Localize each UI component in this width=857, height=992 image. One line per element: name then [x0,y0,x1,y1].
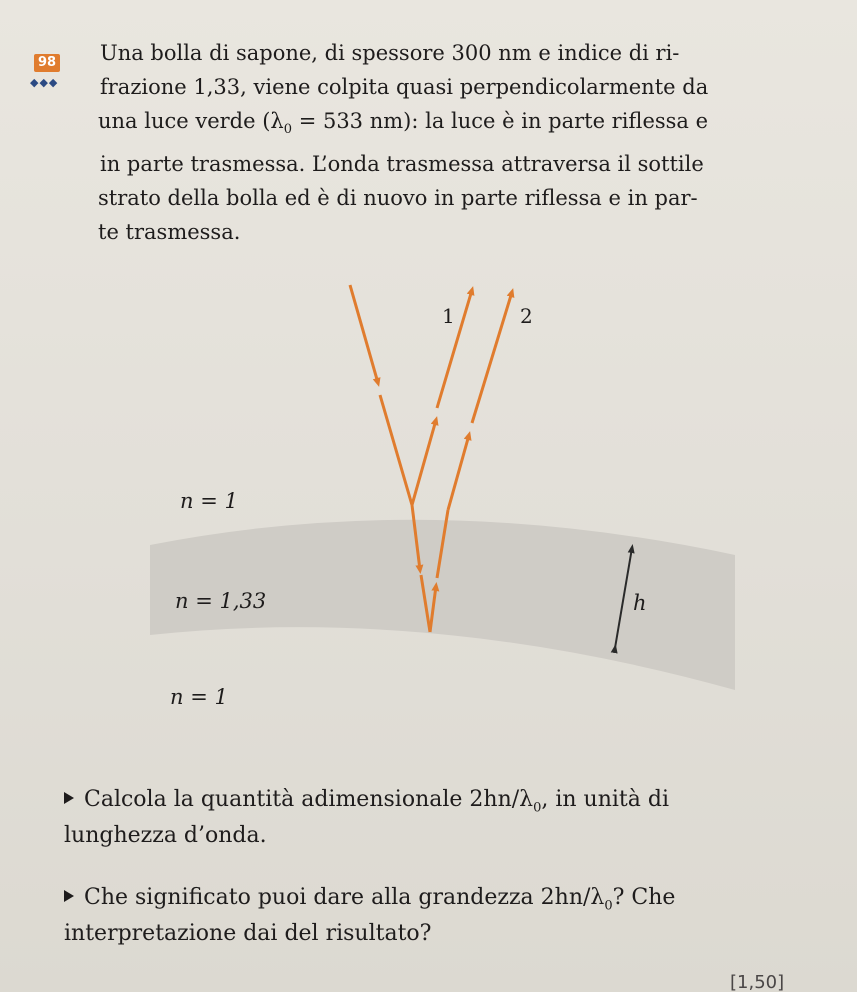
answer-hint: [1,50] [730,972,785,992]
lambda-subscript: 0 [283,122,293,138]
exercise-number-badge: 98 [34,54,60,72]
bullet-triangle-icon [64,792,74,804]
problem-line-2: frazione 1,33, viene colpita quasi perpendicolarmente da [100,75,709,99]
ray-1-lower [412,420,436,505]
problem-line-1: Una bolla di sapone, di spessore 300 nm e indice di ri- [100,41,680,65]
question-2-text: Che significato puoi dare alla grandezza 2hn/λ [84,885,605,910]
bullet-triangle-icon [64,890,74,902]
question-2-subscript: 0 [604,898,613,914]
ray-1-label: 1 [442,304,455,328]
medium-top-label: n = 1 [180,489,238,513]
ray-2-label: 2 [520,304,533,328]
question-2-text-end: ? Che [612,885,676,910]
problem-line-3-end: = 533 nm): la luce è in parte riflessa e [292,109,709,133]
lambda-symbol: λ [270,109,284,133]
problem-line-3-start: una luce verde ( [98,109,271,133]
medium-film-label: n = 1,33 [175,589,267,613]
incident-ray-continued [380,395,412,505]
difficulty-indicator: ◆◆◆ [30,76,59,89]
ray-2-lower [448,435,469,510]
question-2-line-2: interpretazione dai del risultato? [64,921,432,946]
problem-line-6: te trasmessa. [98,220,241,245]
incident-ray [350,285,378,383]
problem-line-5: strato della bolla ed è di nuovo in parte riflessa e in par- [98,186,698,211]
medium-bottom-label: n = 1 [170,685,228,709]
question-1-subscript: 0 [533,800,542,816]
question-1-text-end: , in unità di [541,787,670,812]
problem-line-4: in parte trasmessa. L’onda trasmessa attraversa il sottile [100,152,704,177]
ray-2-upper [472,292,512,423]
question-1-text: Calcola la quantità adimensionale 2hn/λ [84,787,534,812]
question-1-line-2: lunghezza d’onda. [64,823,267,848]
thickness-label: h [633,591,647,615]
